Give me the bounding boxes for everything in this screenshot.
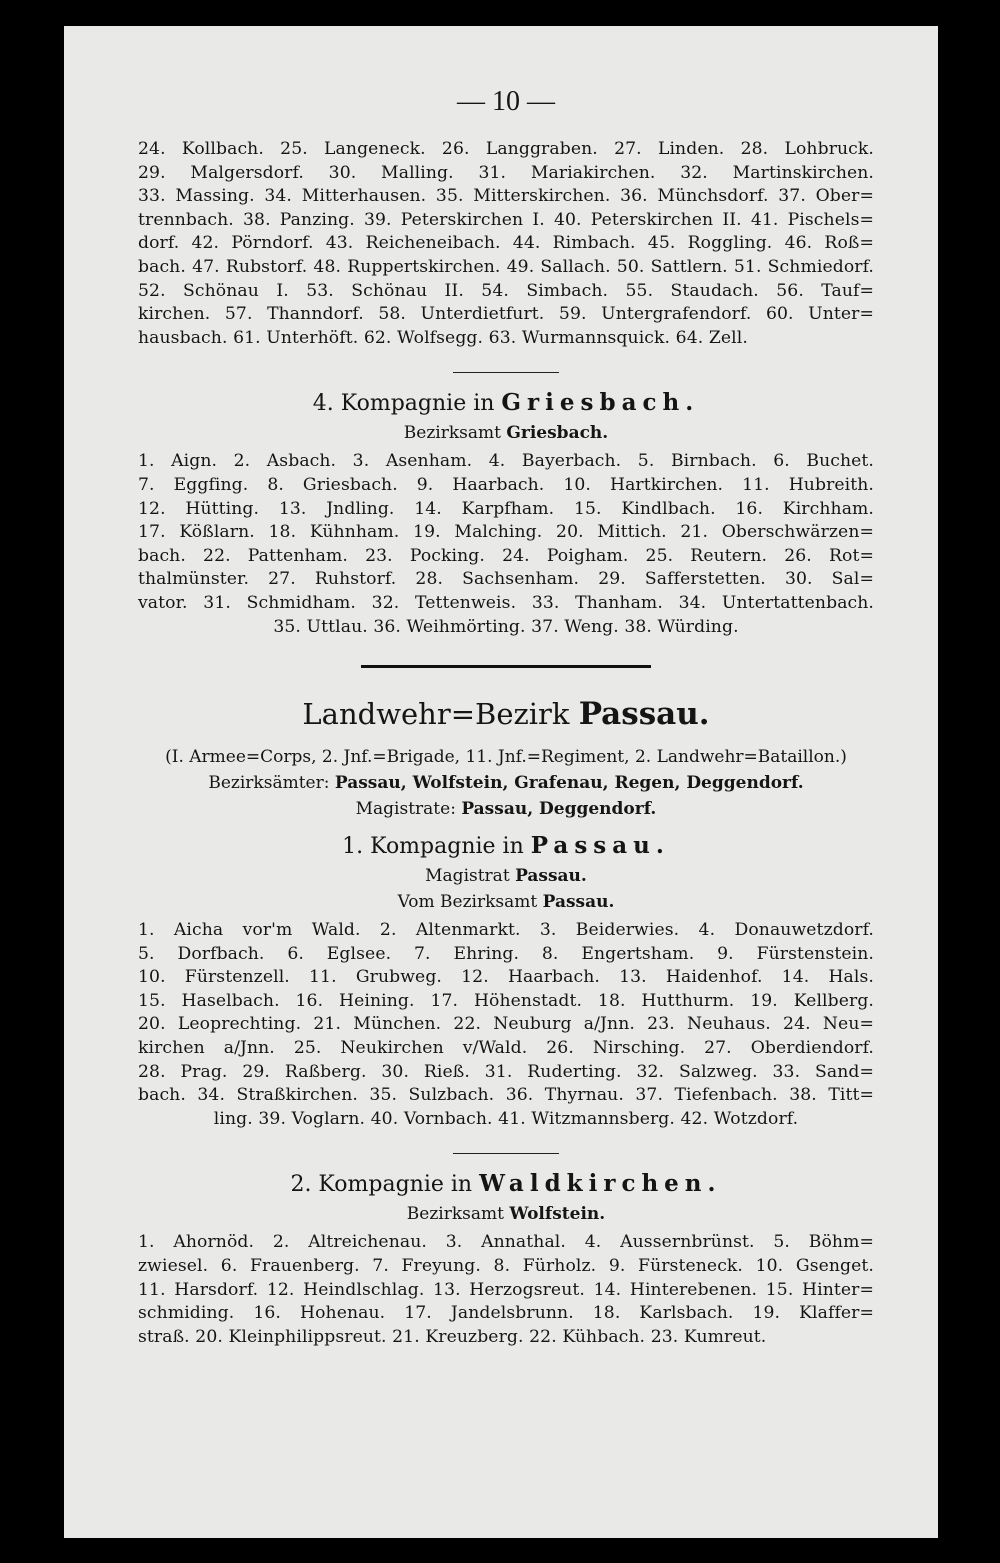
list-line: 12. Hütting. 13. Jndling. 14. Karpfham. 15. Kindlbach. 16. Kirchham. <box>138 498 874 519</box>
bezirksamt-label: Vom Bezirksamt <box>397 892 538 913</box>
kompagnie-1-heading <box>138 832 874 859</box>
list-line: 10. Fürstenzell. 11. Grubweg. 12. Haarbach. 13. Haidenhof. 14. Hals. <box>138 967 874 988</box>
list-line: 33. Massing. 34. Mitterhausen. 35. Mitterskirchen. 36. Münchsdorf. 37. Ober= <box>138 186 874 207</box>
list-line: trennbach. 38. Panzing. 39. Peterskirchen I. 40. Peterskirchen II. 41. Pischels= <box>138 209 874 230</box>
bezirk-divider <box>361 665 651 668</box>
list-line: bach. 22. Pattenham. 23. Pocking. 24. Poigham. 25. Reutern. 26. Rot= <box>138 545 874 566</box>
kompagnie-place: Waldkirchen. <box>479 1170 722 1198</box>
kompagnie-2-heading <box>138 1170 874 1197</box>
list-line: dorf. 42. Pörndorf. 43. Reicheneibach. 44. Rimbach. 45. Roggling. 46. Roß= <box>138 233 874 254</box>
page-content <box>138 86 874 1349</box>
bezirksamt-name: Wolfstein. <box>509 1204 606 1225</box>
list-line: 5. Dorfbach. 6. Eglsee. 7. Ehring. 8. Engertsham. 9. Fürstenstein. <box>138 943 874 964</box>
list-line: zwiesel. 6. Frauenberg. 7. Freyung. 8. Fürholz. 9. Fürsteneck. 10. Gsenget. <box>138 1256 874 1277</box>
kompagnie-title-prefix: 1. Kompagnie in <box>342 834 524 860</box>
list-line: vator. 31. Schmidham. 32. Tettenweis. 33. Thanham. 34. Untertattenbach. <box>138 592 874 613</box>
landwehr-bezirk-title <box>138 696 874 732</box>
list-line: 7. Eggfing. 8. Griesbach. 9. Haarbach. 10. Hartkirchen. 11. Hubreith. <box>138 474 874 495</box>
magistrate-line <box>138 796 874 822</box>
list-line: 29. Malgersdorf. 30. Malling. 31. Mariakirchen. 32. Martinskirchen. <box>138 162 874 183</box>
list-line: 35. Uttlau. 36. Weihmörting. 37. Weng. 38. Würding. <box>273 616 739 637</box>
kompagnie-4-list <box>138 450 874 639</box>
list-line: straß. 20. Kleinphilippsreut. 21. Kreuzberg. 22. Kühbach. 23. Kumreut. <box>138 1326 767 1347</box>
list-line: 1. Aign. 2. Asbach. 3. Asenham. 4. Bayerbach. 5. Birnbach. 6. Buchet. <box>138 451 874 472</box>
bezirk-title-name: Passau. <box>578 696 710 733</box>
kompagnie-4-bezirksamt <box>138 420 874 446</box>
magistrat-label: Magistrat <box>425 866 510 887</box>
kompagnie-place: Passau. <box>530 832 670 860</box>
list-line: bach. 47. Rubstorf. 48. Ruppertskirchen. 49. Sallach. 50. Sattlern. 51. Schmiedorf. <box>138 256 874 277</box>
list-line: 17. Kößlarn. 18. Kühnham. 19. Malching. 20. Mittich. 21. Oberschwärzen= <box>138 522 874 543</box>
bezirksamt-label: Bezirksamt <box>403 423 501 444</box>
kompagnie-1-list <box>138 919 874 1131</box>
list-line: 11. Harsdorf. 12. Heindlschlag. 13. Herzogsreut. 14. Hinterebenen. 15. Hinter= <box>138 1279 874 1300</box>
corps-line: (I. Armee=Corps, 2. Jnf.=Brigade, 11. Jnf.=Regiment, 2. Landwehr=Bataillon.) <box>165 747 847 768</box>
section-divider <box>453 372 559 373</box>
intro-list <box>138 138 874 350</box>
magistrate-label: Magistrate: <box>355 799 456 820</box>
list-line: 52. Schönau I. 53. Schönau II. 54. Simbach. 55. Staudach. 56. Tauf= <box>138 280 874 301</box>
section-divider <box>453 1153 559 1154</box>
magistrat-name: Passau. <box>515 866 587 887</box>
kompagnie-title-prefix: 4. Kompagnie in <box>312 391 495 417</box>
kompagnie-2-bezirksamt <box>138 1201 874 1227</box>
list-line: ling. 39. Voglarn. 40. Vornbach. 41. Witzmannsberg. 42. Wotzdorf. <box>213 1108 799 1129</box>
magistrate-names: Passau, Deggendorf. <box>461 799 657 820</box>
list-line: 24. Kollbach. 25. Langeneck. 26. Langgraben. 27. Linden. 28. Lohbruck. <box>138 139 874 159</box>
kompagnie-1-magistrat <box>138 863 874 889</box>
page-number: — 10 — <box>457 86 555 117</box>
bezirksamt-name: Griesbach. <box>506 423 609 444</box>
list-line: kirchen. 57. Thanndorf. 58. Unterdietfurt. 59. Untergrafendorf. 60. Unter= <box>138 304 874 325</box>
list-line: schmiding. 16. Hohenau. 17. Jandelsbrunn. 18. Karlsbach. 19. Klaffer= <box>138 1303 874 1324</box>
list-line: hausbach. 61. Unterhöft. 62. Wolfsegg. 63. Wurmannsquick. 64. Zell. <box>138 327 748 348</box>
list-line: kirchen a/Jnn. 25. Neukirchen v/Wald. 26. Nirsching. 27. Oberdiendorf. <box>138 1038 874 1059</box>
list-line: thalmünster. 27. Ruhstorf. 28. Sachsenham. 29. Safferstetten. 30. Sal= <box>138 569 874 590</box>
bezirksaemter-line <box>138 770 874 796</box>
kompagnie-title-prefix: 2. Kompagnie in <box>290 1172 473 1198</box>
kompagnie-place: Griesbach. <box>501 389 700 417</box>
kompagnie-4-heading <box>138 389 874 416</box>
list-line: 28. Prag. 29. Raßberg. 30. Rieß. 31. Ruderting. 32. Salzweg. 33. Sand= <box>138 1061 874 1082</box>
list-line: bach. 34. Straßkirchen. 35. Sulzbach. 36. Thyrnau. 37. Tiefenbach. 38. Titt= <box>138 1085 874 1106</box>
list-line: 20. Leoprechting. 21. München. 22. Neuburg a/Jnn. 23. Neuhaus. 24. Neu= <box>138 1014 874 1035</box>
bezirksaemter-label: Bezirksämter: <box>208 773 330 794</box>
list-line: 15. Haselbach. 16. Heining. 17. Höhenstadt. 18. Hutthurm. 19. Kellberg. <box>138 990 874 1011</box>
kompagnie-2-list <box>138 1231 874 1349</box>
book-page <box>64 26 938 1538</box>
bezirksamt-label: Bezirksamt <box>406 1204 504 1225</box>
bezirk-title-prefix: Landwehr=Bezirk <box>302 697 570 732</box>
list-line: 1. Aicha vor'm Wald. 2. Altenmarkt. 3. Beiderwies. 4. Donauwetzdorf. <box>138 920 874 941</box>
kompagnie-1-bezirksamt <box>138 889 874 915</box>
bezirksaemter-names: Passau, Wolfstein, Grafenau, Regen, Deggendorf. <box>334 773 804 794</box>
bezirksamt-name: Passau. <box>542 892 615 913</box>
list-line: 1. Ahornöd. 2. Altreichenau. 3. Annathal. 4. Aussernbrünst. 5. Böhm= <box>138 1232 874 1253</box>
